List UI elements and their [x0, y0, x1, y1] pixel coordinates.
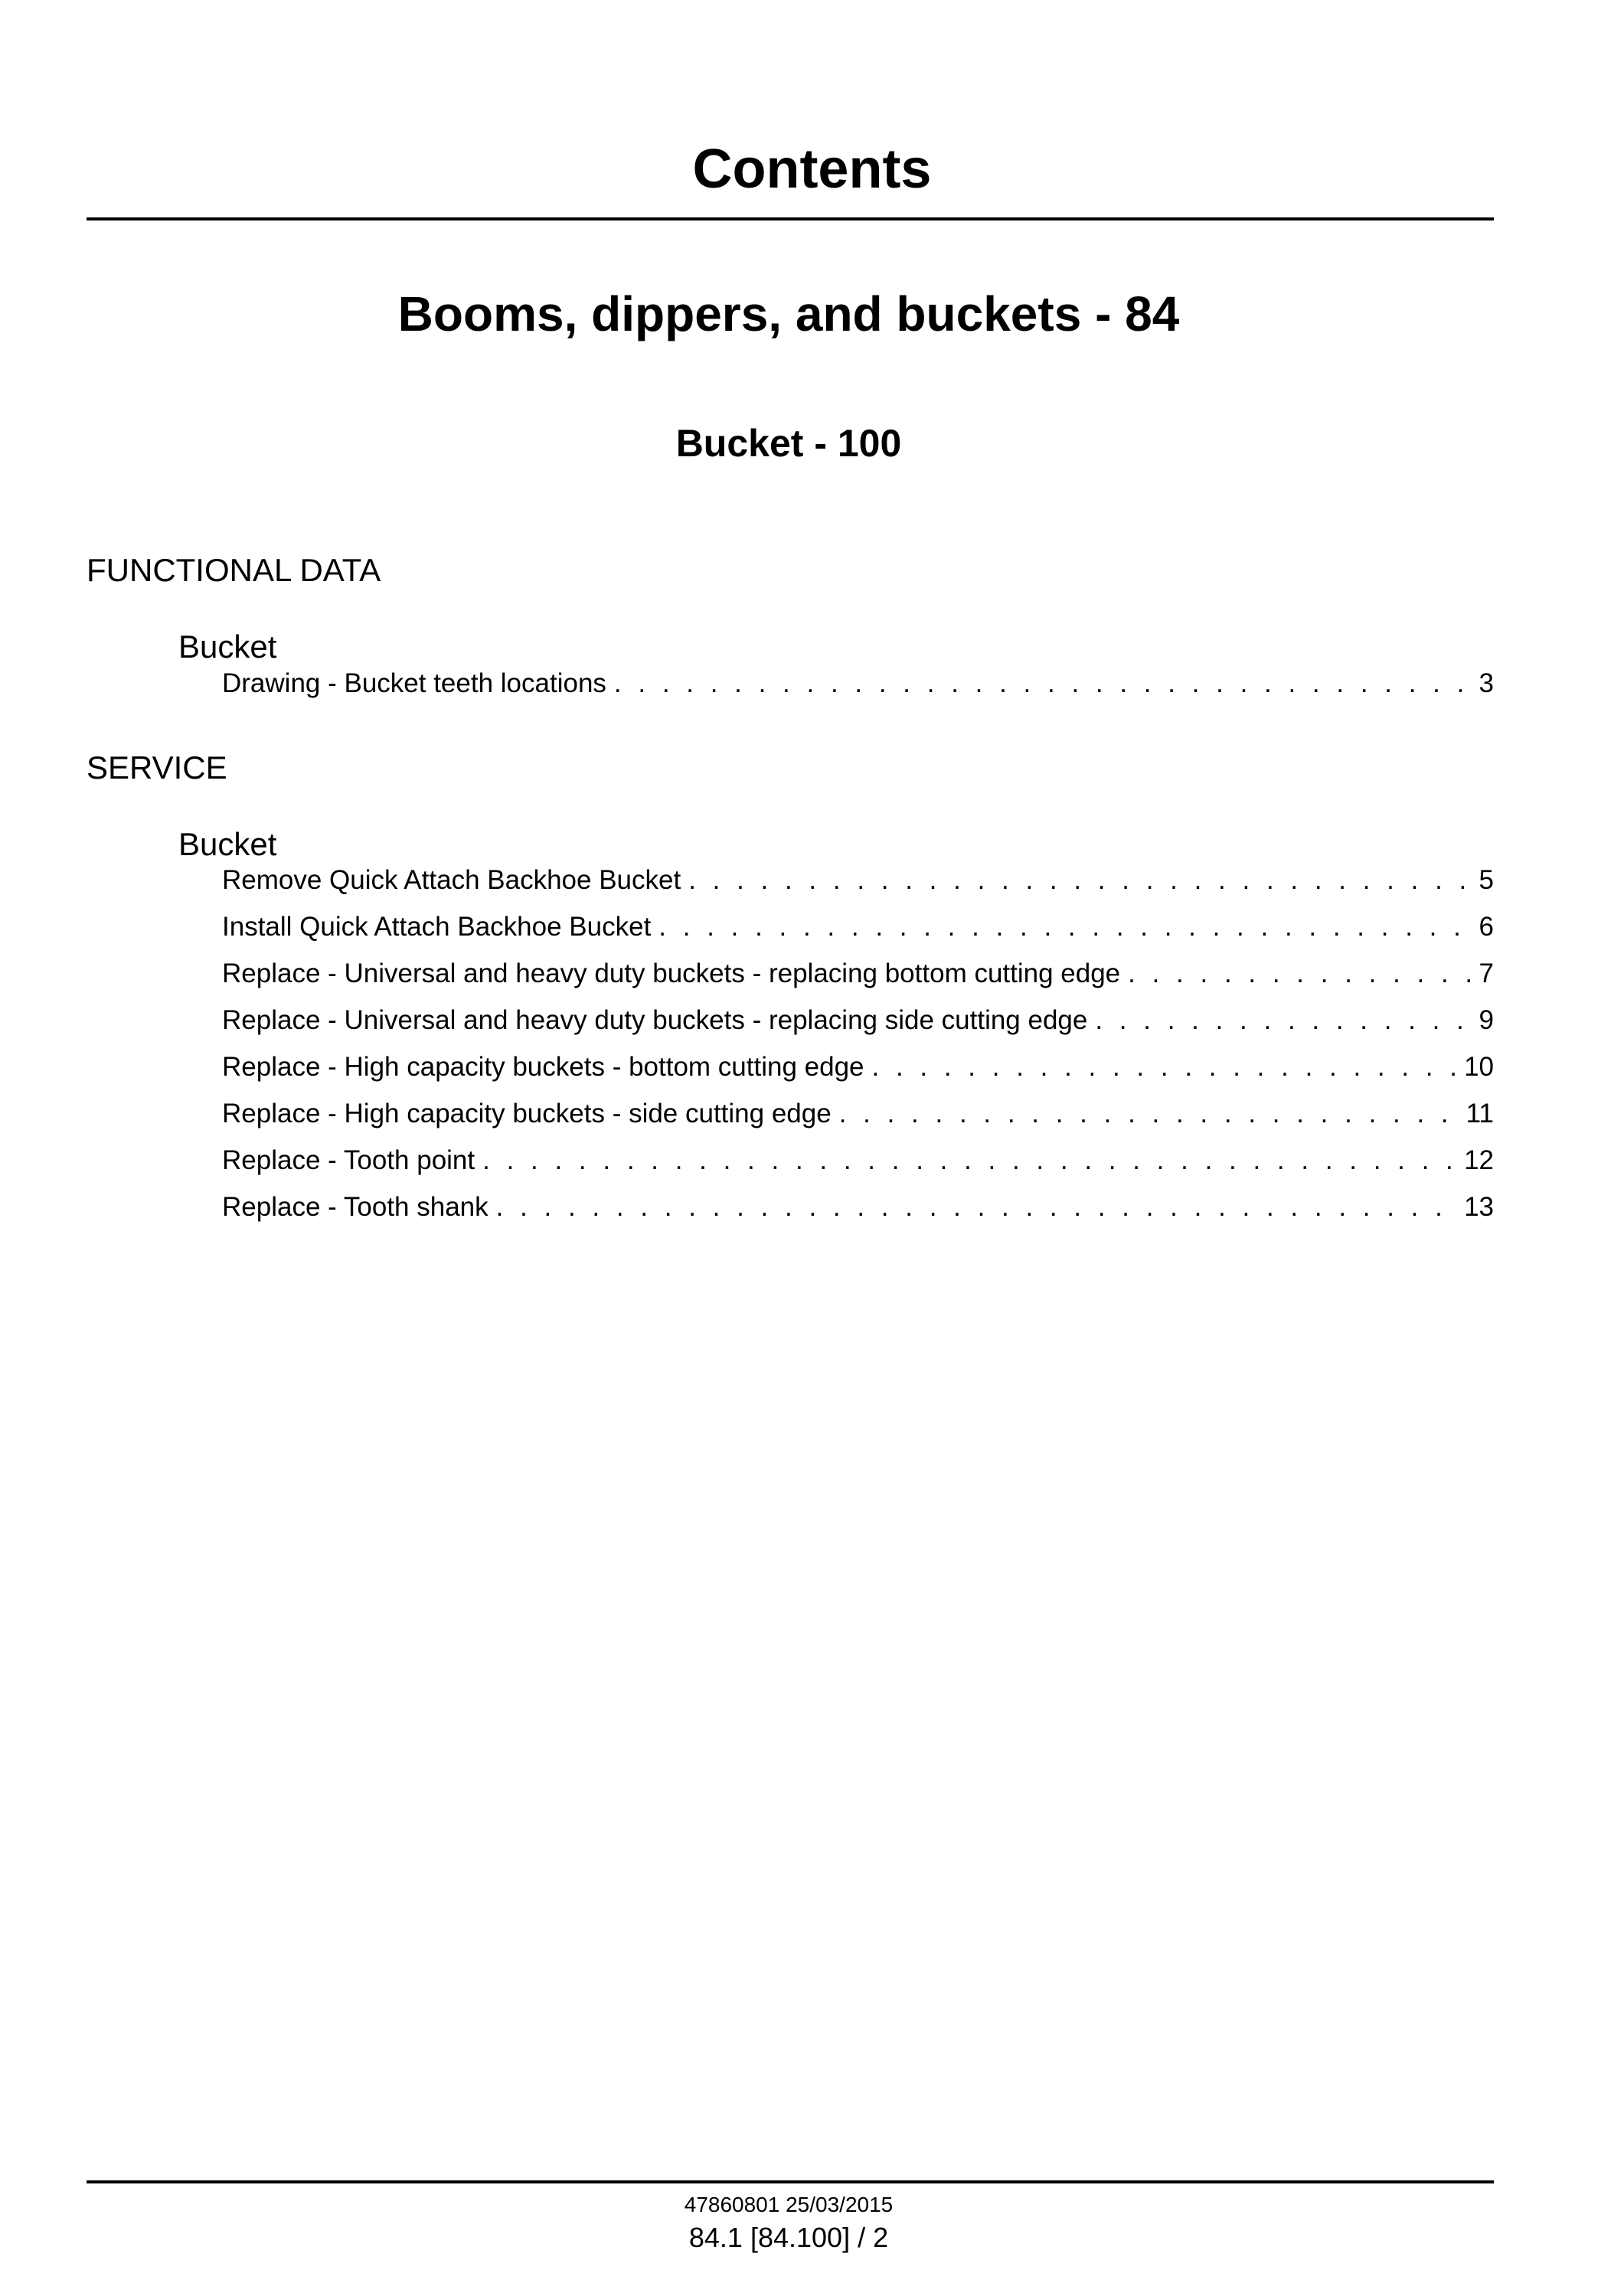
toc-entry-title[interactable]: Replace - Tooth point	[222, 1145, 475, 1175]
subheading-bucket: Bucket	[178, 629, 277, 665]
toc-entry-title[interactable]: Replace - High capacity buckets - side cutting edge	[222, 1099, 832, 1128]
toc-entry[interactable]	[222, 1050, 1494, 1084]
group-heading-functional-data: FUNCTIONAL DATA	[87, 552, 381, 588]
dot-leader	[1128, 957, 1471, 991]
toc-entry-title[interactable]: Remove Quick Attach Backhoe Bucket	[222, 865, 681, 895]
subheading-bucket: Bucket	[178, 826, 277, 862]
toc-entry-page[interactable]: 10	[1464, 1052, 1494, 1082]
toc-entry-page[interactable]: 11	[1466, 1099, 1494, 1128]
toc-entry-title[interactable]: Replace - Tooth shank	[222, 1192, 489, 1222]
dot-leader	[1095, 1004, 1471, 1037]
toc-entry-page[interactable]: 9	[1479, 1005, 1494, 1035]
title-divider	[87, 217, 1494, 220]
toc-entry[interactable]	[222, 1097, 1494, 1131]
dot-leader	[614, 667, 1472, 701]
dot-leader	[482, 1144, 1456, 1177]
toc-entry[interactable]	[222, 864, 1494, 897]
toc-entry-page[interactable]: 6	[1479, 912, 1494, 942]
toc-entry-title[interactable]: Replace - High capacity buckets - bottom cutting edge	[222, 1052, 864, 1082]
toc-entry-page[interactable]: 7	[1479, 959, 1494, 988]
dot-leader	[839, 1097, 1459, 1131]
toc-entry-page[interactable]: 3	[1479, 668, 1494, 698]
footer-document-code: 47860801 25/03/2015	[684, 2193, 894, 2216]
footer-page-number: 84.1 [84.100] / 2	[688, 2222, 889, 2253]
dot-leader	[658, 910, 1471, 944]
toc-entry-page[interactable]: 5	[1479, 865, 1494, 895]
toc-entry-title[interactable]: Replace - Universal and heavy duty buckets - replacing bottom cutting edge	[222, 959, 1121, 988]
toc-entry-title[interactable]: Drawing - Bucket teeth locations	[222, 668, 606, 698]
group-heading-service: SERVICE	[87, 750, 227, 785]
page-title: Contents	[692, 139, 932, 200]
toc-entry-page[interactable]: 12	[1464, 1145, 1494, 1175]
toc-entry-page[interactable]: 13	[1464, 1192, 1494, 1222]
toc-entry-title[interactable]: Replace - Universal and heavy duty buckets - replacing side cutting edge	[222, 1005, 1088, 1035]
toc-entry-title[interactable]: Install Quick Attach Backhoe Bucket	[222, 912, 652, 942]
toc-entry[interactable]	[222, 1144, 1494, 1177]
section-title: Bucket - 100	[675, 422, 902, 465]
toc-entry[interactable]	[222, 1004, 1494, 1037]
dot-leader	[872, 1050, 1457, 1084]
footer-divider	[87, 2180, 1494, 2183]
toc-entry[interactable]	[222, 1190, 1494, 1224]
toc-entry[interactable]	[222, 667, 1494, 701]
toc-entry[interactable]	[222, 957, 1494, 991]
chapter-title: Booms, dippers, and buckets - 84	[397, 286, 1180, 341]
dot-leader	[496, 1190, 1456, 1224]
toc-entry[interactable]	[222, 910, 1494, 944]
dot-leader	[688, 864, 1471, 897]
